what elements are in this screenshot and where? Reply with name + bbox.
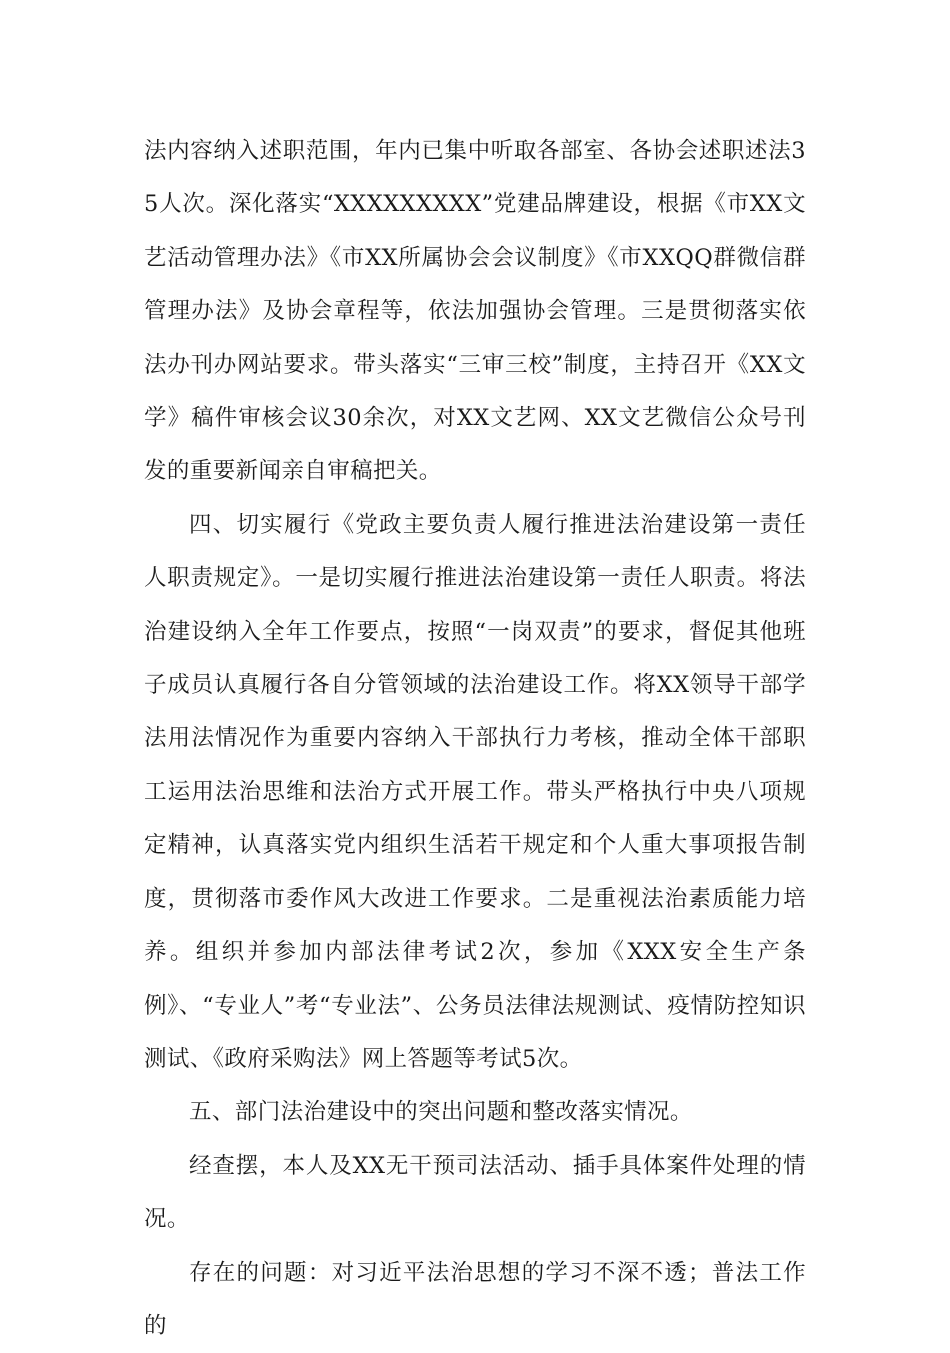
paragraph-section-four: 四、切实履行《党政主要负责人履行推进法治建设第一责任人职责规定》。一是切实履行推进法治建设第一责任人职责。将法治建设纳入全年工作要点，按照“一岗双责”的要求，督促其他班子成员认真履行各自分管领域的法治建设工作。将XX领导干部学法用法情况作为重要内容纳入干部执行力考核，推动全体干部职工运用法治思维和法治方式开展工作。带头严格执行中央八项规定精神，认真落实党内组织生活若干规定和个人重大事项报告制度，贯彻落市委作风大改进工作要求。二是重视法治素质能力培养。组织并参加内部法律考试2次，参加《XXX安全生产条例》、“专业人”考“专业法”、公务员法律法规测试、疫情防控知识测试、《政府采购法》网上答题等考试5次。 (144, 511, 806, 1072)
paragraph-section-five-heading: 五、部门法治建设中的突出问题和整改落实情况。 (189, 1099, 693, 1126)
paragraph-continuation: 法内容纳入述职范围，年内已集中听取各部室、各协会述职述法35人次。深化落实“XXXXXXXXX”党建品牌建设，根据《市XX文艺活动管理办法》《市XX所属协会会议制度》《市XXQQ群微信群管理办法》及协会章程等，依法加强协会管理。三是贯彻落实依法办刊办网站要求。带头落实“三审三校”制度，主持召开《XX文学》稿件审核会议30余次，对XX文艺网、XX文艺微信公众号刊发的重要新闻亲自审稿把关。 (144, 138, 806, 485)
paragraph-review-result: 经查摆，本人及XX无干预司法活动、插手具体案件处理的情况。 (144, 1152, 806, 1233)
document-body (144, 125, 806, 1353)
paragraph-existing-problems: 存在的问题：对习近平法治思想的学习不深不透；普法工作的 (144, 1259, 806, 1339)
